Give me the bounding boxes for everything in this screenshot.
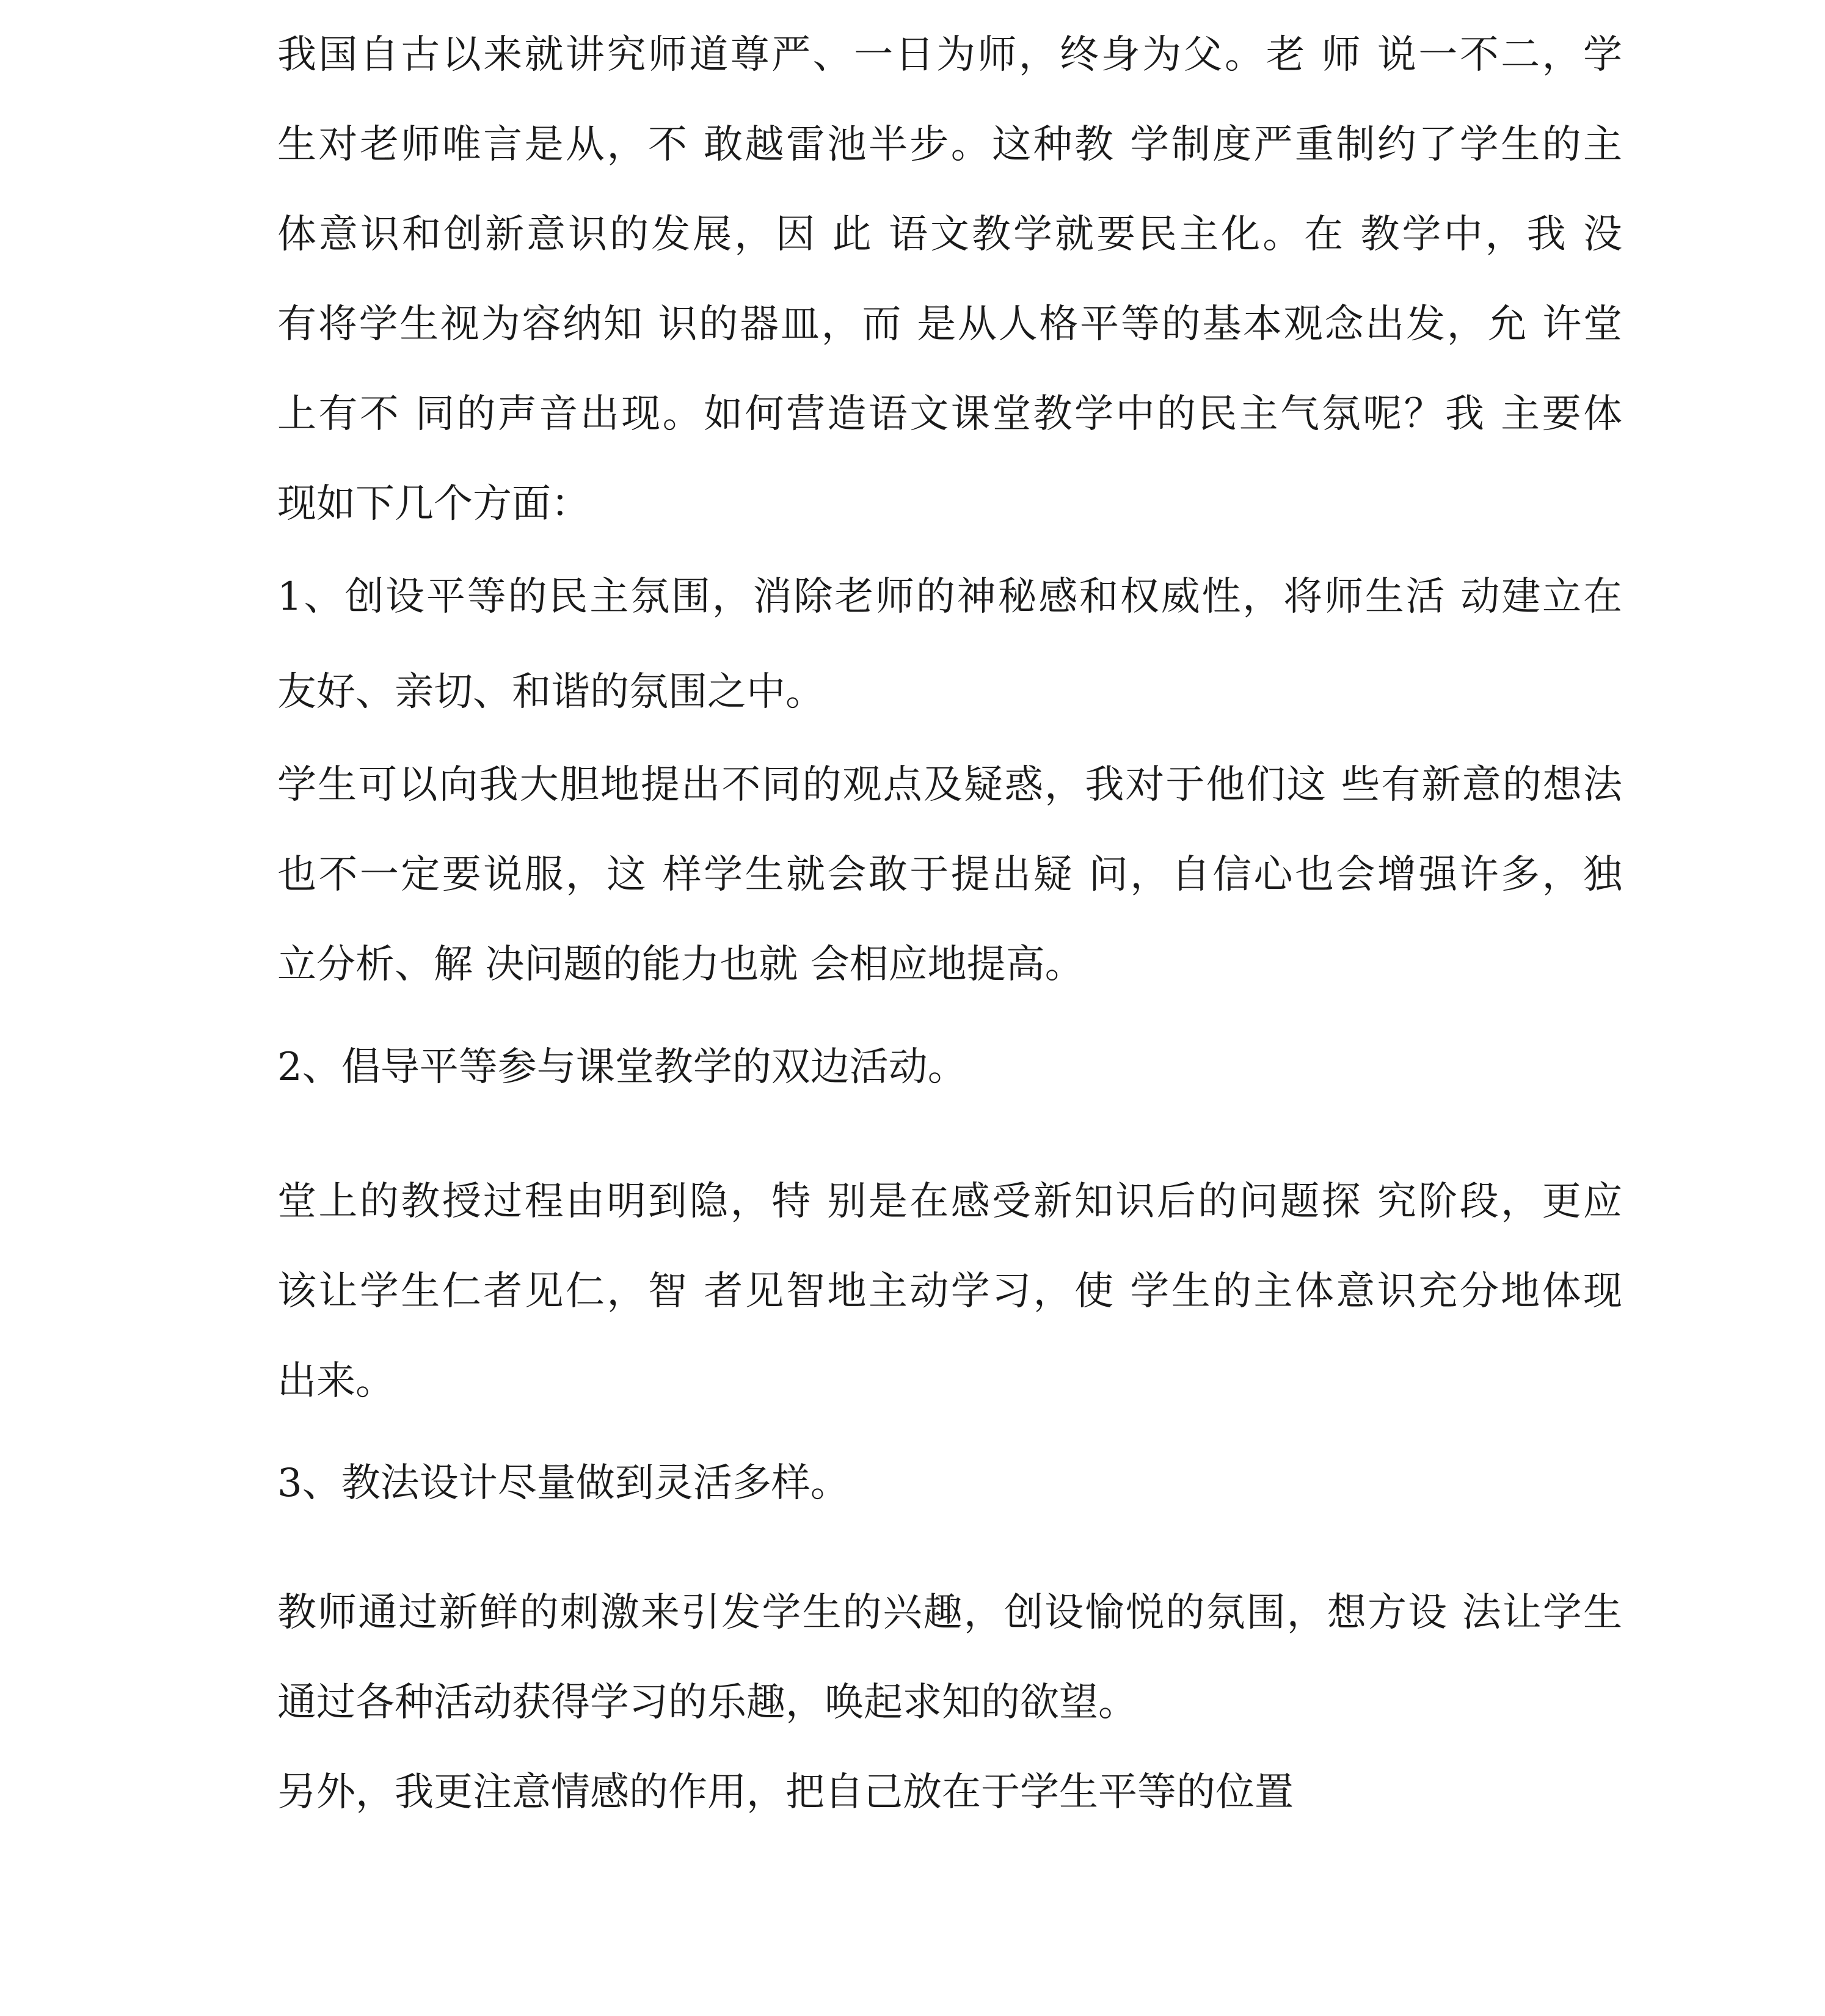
text-line: 出来。: [277, 1359, 395, 1404]
text-line: 上有不 同的声音出现。如何营造语文课堂教学中的民主气氛呢？我 主要体: [277, 392, 1622, 437]
text-line: 该让学生仁者见仁，智 者见智地主动学习，使 学生的主体意识充分地体现: [277, 1269, 1622, 1314]
text-line: 通过各种活动获得学习的乐趣，唤起求知的欲望。: [277, 1680, 1137, 1725]
list-item-heading: 1、创设平等的民主氛围，消除老师的神秘感和权威性，将师生活 动建立在: [277, 574, 1622, 619]
text-line: 立分析、解 决问题的能力也就 会相应地提高。: [277, 942, 1084, 987]
list-item-heading: 2、倡导平等参与课堂教学的双边活动。: [277, 1045, 967, 1090]
text-line: 也不一定要说服，这 样学生就会敢于提出疑 问，自信心也会增强许多，独: [277, 852, 1622, 897]
text-line: 我国自古以来就讲究师道尊严、一日为师，终身为父。老 师 说一不二，学: [277, 32, 1622, 78]
list-item-heading: 3、教法设计尽量做到灵活多样。: [277, 1461, 850, 1506]
text-line: 另外，我更注意情感的作用，把自己放在于学生平等的位置: [277, 1770, 1294, 1815]
text-line: 体意识和创新意识的发展，因 此 语文教学就要民主化。在 教学中，我 没: [277, 212, 1622, 257]
text-line: 堂上的教授过程由明到隐，特 别是在感受新知识后的问题探 究阶段，更应: [277, 1179, 1622, 1224]
text-line: 生对老师唯言是从，不 敢越雷池半步。这种教 学制度严重制约了学生的主: [277, 122, 1622, 167]
text-line: 现如下几个方面：: [277, 481, 590, 527]
text-line: 教师通过新鲜的刺激来引发学生的兴趣，创设愉悦的氛围，想方设 法让学生: [277, 1590, 1622, 1635]
text-line: 学生可以向我大胆地提出不同的观点及疑惑，我对于他们这 些有新意的想法: [277, 762, 1622, 808]
text-line: 友好、亲切、和谐的氛围之中。: [277, 670, 825, 715]
text-line: 有将学生视为容纳知 识的器皿，而 是从人格平等的基本观念出发，允 许堂: [277, 302, 1622, 347]
